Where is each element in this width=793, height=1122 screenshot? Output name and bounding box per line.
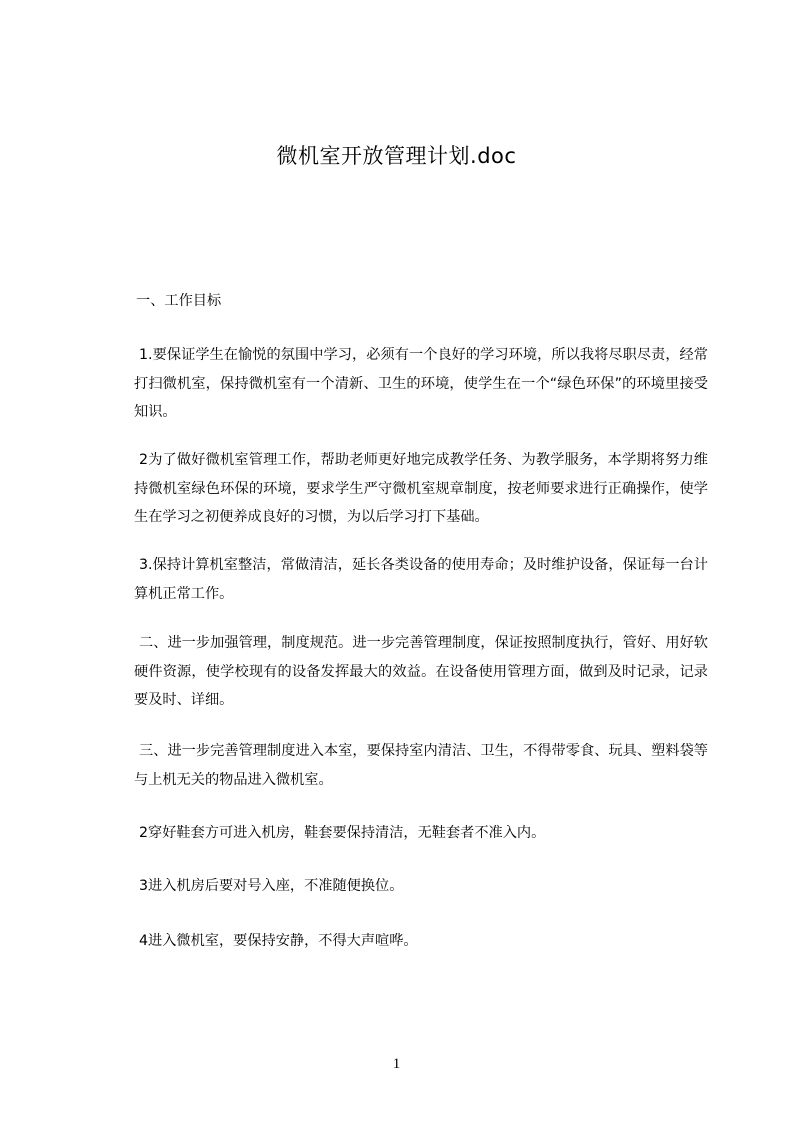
paragraph-rule-4: 4进入微机室，要保持安静，不得大声喧哗。	[139, 933, 418, 949]
paragraph-section-2: 二、进一步加强管理，制度规范。进一步完善管理制度，保证按照制度执行，管好、用好软硬件资源，使学校现有的设备发挥最大的效益。在设备使用管理方面，做到及时记录，记录要及时、详细。	[134, 635, 708, 708]
document-title: 微机室开放管理计划.doc	[276, 144, 517, 168]
paragraph-section-3: 三、进一步完善管理制度进入本室，要保持室内清洁、卫生，不得带零食、玩具、塑料袋等与上机无关的物品进入微机室。	[134, 743, 708, 788]
paragraph-goal-1: 1.要保证学生在愉悦的氛围中学习，必须有一个良好的学习环境，所以我将尽职尽责，经常打扫微机室，保持微机室有一个清新、卫生的环境，使学生在一个“绿色环保”的环境里接受知识。	[134, 347, 708, 420]
paragraph-goal-3: 3.保持计算机室整洁，常做清洁，延长各类设备的使用寿命；及时维护设备，保证每一台计算机正常工作。	[134, 557, 708, 602]
page-number: 1	[392, 1056, 401, 1072]
paragraph-goal-2: 2为了做好微机室管理工作，帮助老师更好地完成教学任务、为教学服务，本学期将努力维持微机室绿色环保的环境，要求学生严守微机室规章制度，按老师要求进行正确操作，使学生在学习之初便养成良好的习惯，为以后学习打下基础。	[134, 452, 708, 525]
section-heading-goals: 一、工作目标	[136, 293, 222, 309]
paragraph-rule-3: 3进入机房后要对号入座，不准随便换位。	[139, 878, 404, 894]
paragraph-rule-2: 2穿好鞋套方可进入机房，鞋套要保持清洁，无鞋套者不准入内。	[139, 825, 546, 841]
